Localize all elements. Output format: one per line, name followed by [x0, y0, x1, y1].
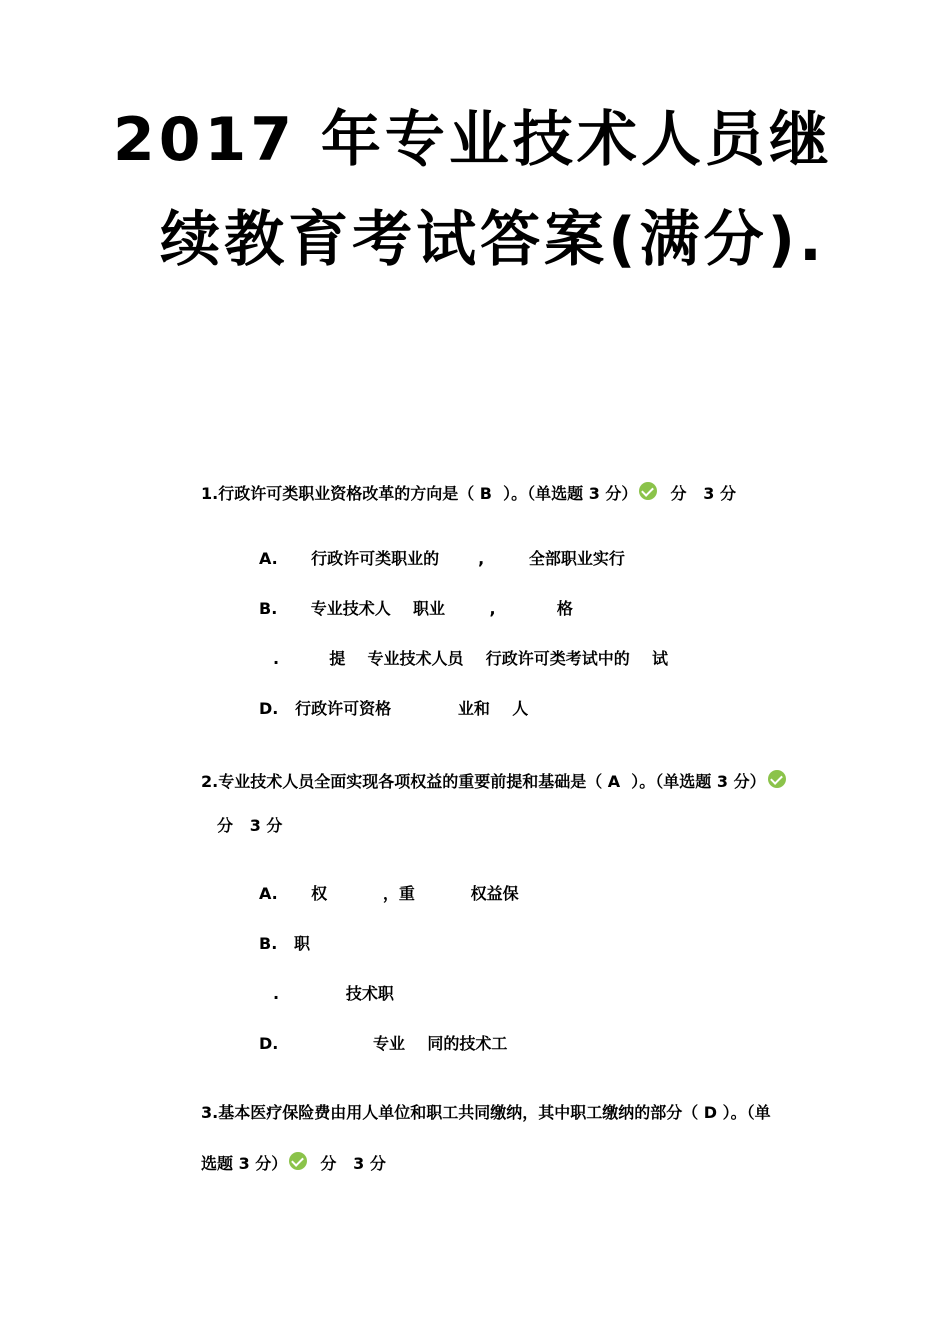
question-2-option-d: D. 专业 同的技术工 [259, 1034, 508, 1053]
question-1-score: 分 3 分 [659, 484, 736, 503]
question-3-score: 分 3 分 [309, 1154, 386, 1173]
question-2-score: 分 3 分 [217, 816, 283, 835]
correct-check-icon [639, 482, 657, 500]
correct-check-icon [289, 1152, 307, 1170]
question-1-stem: 1.行政许可类职业资格改革的方向是（ B ）。（单选题 3 分） [201, 484, 638, 503]
question-2-option-c: . 技术职 [273, 984, 394, 1003]
question-3-stem: 3.基本医疗保险费由用人单位和职工共同缴纳，其中职工缴纳的部分（ D ）。（单 [201, 1103, 771, 1122]
document-title-line-1: 2017 年专业技术人员继 [113, 105, 833, 175]
question-1-option-a: A. 行政许可类职业的 , 全部职业实行 [259, 549, 625, 568]
question-2-option-b: B. 职 [259, 934, 310, 953]
question-1-option-b: B. 专业技术人 职业 , 格 [259, 599, 573, 618]
correct-check-icon [768, 770, 786, 788]
question-1-option-c: . 提 专业技术人员 行政许可类考试中的 试 [273, 649, 669, 668]
question-2-option-a: A. 权 ，重 权益保 [259, 884, 519, 903]
question-1 [201, 482, 736, 502]
question-2 [201, 770, 788, 790]
document-title-line-2: 续教育考试答案(满分). [160, 205, 826, 275]
question-3-stem-continued [201, 1152, 386, 1172]
question-1-option-d: D. 行政许可资格 业和 人 [259, 699, 529, 718]
question-2-stem: 2.专业技术人员全面实现各项权益的重要前提和基础是（ A ）。（单选题 3 分） [201, 772, 766, 791]
question-3-stem-end: 选题 3 分） [201, 1154, 288, 1173]
